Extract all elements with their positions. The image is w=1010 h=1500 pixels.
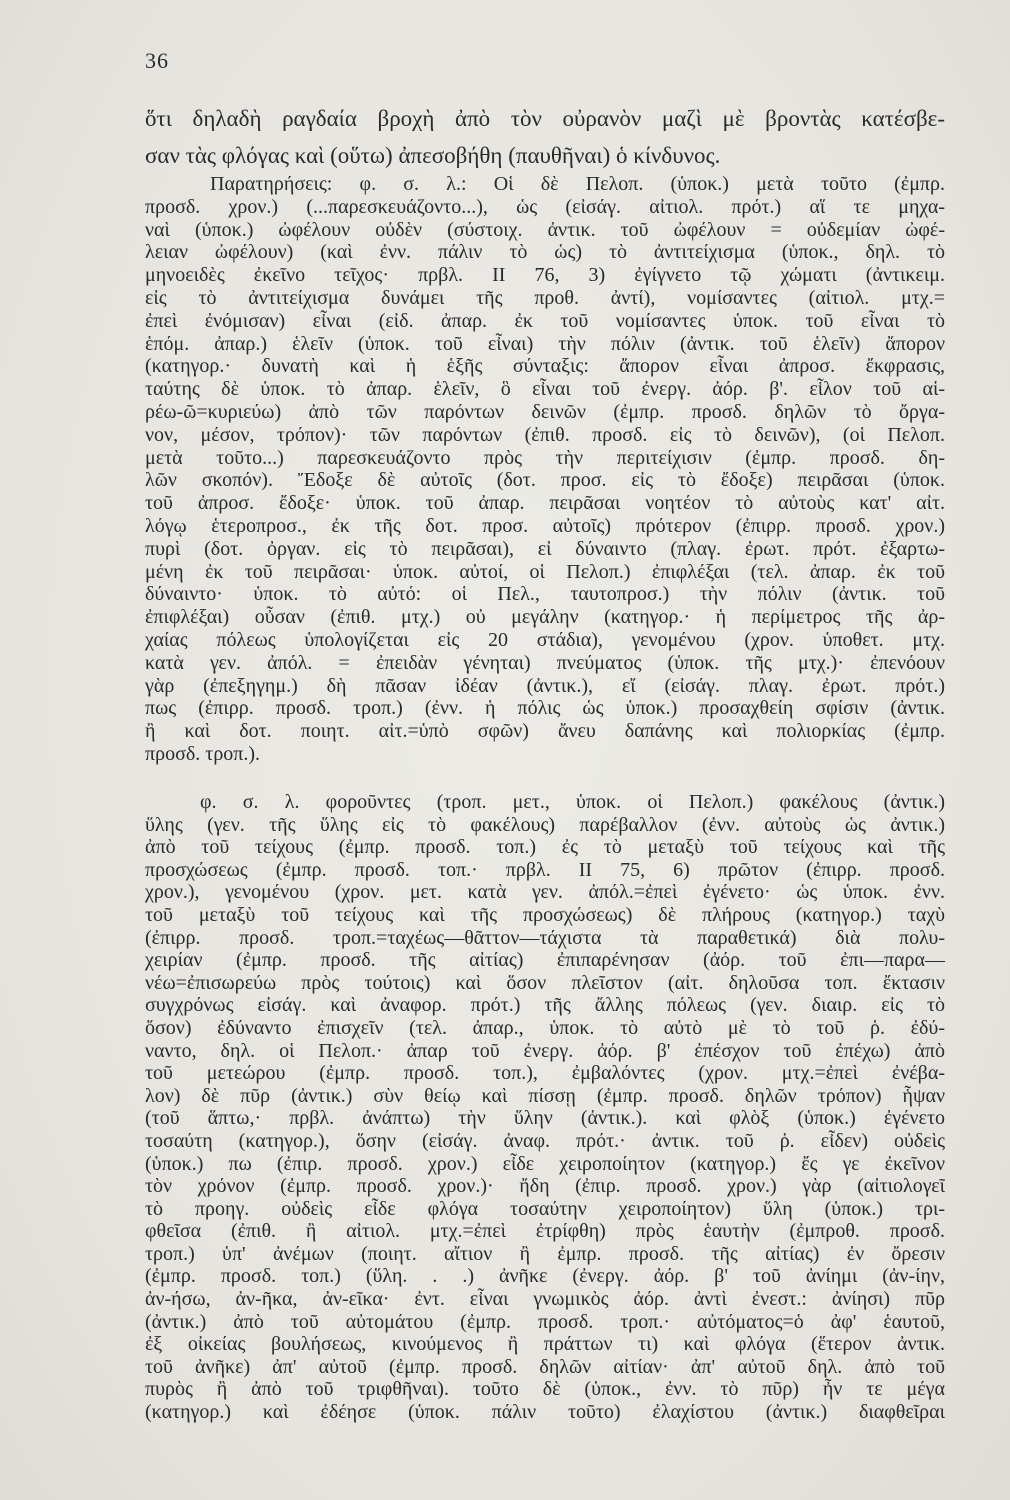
text-line: κατὰ γεν. ἀπόλ. = ἐπειδὰν γένηται) πνεύματος (ὑποκ. τῆς μτχ.)· ἐπενόουν <box>145 651 945 674</box>
text-line: τοῦ μετεώρου (ἐμπρ. προσδ. τοπ.), ἐμβαλόντες (χρον. μτχ.=ἐπεὶ ἐνέβα- <box>145 1062 945 1085</box>
text-line: (ἐπιρρ. προσδ. τροπ.=ταχέως—θᾶττον—τάχιστα τὰ παραθετικά) διὰ πολυ- <box>145 926 945 949</box>
text-line: νον, μέσον, τρόπον)· τῶν παρόντων (ἐπιθ. προσδ. εἰς τὸ δεινῶν), (οἱ Πελοπ. <box>145 423 945 446</box>
notes-heading-line: Παρατηρήσεις: φ. σ. λ.: Οἱ δὲ Πελοπ. (ὑποκ.) μετὰ τοῦτο (ἐμπρ. <box>210 173 945 195</box>
text-line: δύναιντο· ὑποκ. τὸ αὐτό: οἱ Πελ., ταυτοπροσ.) τὴν πόλιν (ἀντικ. τοῦ <box>145 583 945 606</box>
text-line: πως (ἐπιρρ. προσδ. τροπ.) (ἐνν. ἡ πόλις ὡς ὑποκ.) προσαχθείη σφίσιν (ἀντικ. <box>145 697 945 720</box>
text-line: ἐπεὶ ἐνόμισαν) εἶναι (εἰδ. ἀπαρ. ἐκ τοῦ νομίσαντες ὑποκ. τοῦ εἶναι τὸ <box>145 309 945 332</box>
text-line: μένη ἐκ τοῦ πειρᾶσαι· ὑποκ. αὐτοί, οἱ Πελοπ.) ἐπιφλέξαι (τελ. ἀπαρ. ἐκ τοῦ <box>145 560 945 583</box>
text-line: ἀπὸ τοῦ τείχους (ἐμπρ. προσδ. τοπ.) ἐς τὸ μεταξὺ τοῦ τείχους καὶ τῆς <box>145 836 945 859</box>
text-line: ταύτης δὲ ὑποκ. τὸ ἀπαρ. ἑλεῖν, ὃ εἶναι τοῦ ἐνεργ. ἀόρ. β'. εἷλον τοῦ αἱ- <box>145 378 945 401</box>
text-line: φ. σ. λ. φοροῦντες (τροπ. μετ., ὑποκ. οἱ Πελοπ.) φακέλους (ἀντικ.) <box>200 791 945 813</box>
text-line: ἀν-ήσω, ἀν-ῆκα, ἀν-εῖκα· ἐντ. εἶναι γνωμικὸς ἀόρ. ἀντὶ ἐνεστ.: ἀνίησι) πῦρ <box>145 1288 945 1311</box>
second-paragraph <box>145 791 945 1424</box>
text-line: μηνοειδὲς ἐκεῖνο τεῖχος· πρβλ. ΙΙ 76, 3) ἐγίγνετο τῷ χώματι (ἀντικειμ. <box>145 264 945 287</box>
text-line: ὅσον) ἐδύναντο ἐπισχεῖν (τελ. ἀπαρ., ὑποκ. τὸ αὐτὸ μὲ τὸ τοῦ ῥ. ἐδύ- <box>145 1016 945 1039</box>
text-line: τὸν χρόνον (ἐμπρ. προσδ. χρον.)· ἤδη (ἐπιρ. προσδ. χρον.) γὰρ (αἰτιολογεῖ <box>145 1175 945 1198</box>
text-line: τοῦ μεταξὺ τοῦ τείχους καὶ τῆς προσχώσεως) δὲ πλήρους (κατηγορ.) ταχὺ <box>145 903 945 926</box>
notes-paragraph <box>145 173 945 766</box>
text-line: ἐξ οἰκείας βουλήσεως, κινούμενος ἢ πράττων τι) καὶ φλόγα (ἕτερον ἀντικ. <box>145 1333 945 1356</box>
text-line: χαίας πόλεως ὑπολογίζεται εἰς 20 στάδια), γενομένου (χρον. ὑποθετ. μτχ. <box>145 628 945 651</box>
text-line: λῶν σκοπόν). Ἔδοξε δὲ αὐτοῖς (δοτ. προσ. εἰς τὸ ἔδοξε) πειρᾶσαι (ὑποκ. <box>145 469 945 492</box>
text-line: γὰρ (ἐπεξηγημ.) δὴ πᾶσαν ἰδέαν (ἀντικ.), εἴ (εἰσάγ. πλαγ. ἐρωτ. πρότ.) <box>145 674 945 697</box>
page-number: 36 <box>145 48 169 73</box>
text-line: προσδ. τροπ.). <box>145 742 261 765</box>
text-line: (ἀντικ.) ἀπὸ τοῦ αὐτομάτου (ἐμπρ. προσδ. τροπ.· αὐτόματος=ὁ ἀφ' ἑαυτοῦ, <box>145 1310 945 1333</box>
text-line: ρέω-ῶ=κυριεύω) ἀπὸ τῶν παρόντων δεινῶν (ἐμπρ. προσδ. δηλῶν τὸ ὄργα- <box>145 400 945 423</box>
text-line: τροπ.) ὑπ' ἀνέμων (ποιητ. αἴτιον ἢ ἐμπρ. προσδ. τῆς αἰτίας) ἐν ὄρεσιν <box>145 1242 945 1265</box>
text-line: συγχρόνως εἰσάγ. καὶ ἀναφορ. πρότ.) τῆς ἄλλης πόλεως (γεν. διαιρ. εἰς τὸ <box>145 994 945 1017</box>
text-line: μετὰ τοῦτο...) παρεσκευάζοντο πρὸς τὴν περιτείχισιν (ἐμπρ. προσδ. δη- <box>145 446 945 469</box>
text-line: πυρὶ (δοτ. ὀργαν. εἰς τὸ πειρᾶσαι), εἰ δύναιντο (πλαγ. ἐρωτ. πρότ. ἐξαρτω- <box>145 537 945 560</box>
text-line: πυρὸς ἢ ἀπὸ τοῦ τριφθῆναι). τοῦτο δὲ (ὑποκ., ἐνν. τὸ πῦρ) ἦν τε μέγα <box>145 1378 945 1401</box>
text-line: ναντο, δηλ. οἱ Πελοπ.· ἀπαρ τοῦ ἐνεργ. ἀόρ. β' ἐπέσχον τοῦ ἐπέχω) ἀπὸ <box>145 1039 945 1062</box>
text-line: λον) δὲ πῦρ (ἀντικ.) σὺν θείῳ καὶ πίσσῃ (ἐμπρ. προσδ. δηλῶν τρόπον) ἧψαν <box>145 1084 945 1107</box>
text-line: προσδ. χρον.) (...παρεσκευάζοντο...), ὡς (εἰσάγ. αἰτιολ. πρότ.) αἵ τε μηχα- <box>145 195 945 218</box>
text-line: τοῦ ἀπροσ. ἔδοξε· ὑποκ. τοῦ ἀπαρ. πειρᾶσαι νοητέον τὸ αὐτοὺς κατ' αἰτ. <box>145 492 945 515</box>
text-line: (κατηγορ.· δυνατὴ καὶ ἡ ἑξῆς σύνταξις: ἄπορον εἶναι ἀπροσ. ἔκφρασις, <box>145 355 945 378</box>
text-line: ὅτι δηλαδὴ ραγδαία βροχὴ ἀπὸ τὸν οὐρανὸν μαζὶ μὲ βροντὰς κατέσβε- <box>145 106 945 131</box>
text-line: εἰς τὸ ἀντιτείχισμα δυνάμει τῆς προθ. ἀντί), νομίσαντες (αἰτιολ. μτχ.= <box>145 286 945 309</box>
intro-paragraph <box>145 100 945 174</box>
text-line: λειαν ὠφέλουν) (καὶ ἐνν. πάλιν τὸ ὡς) τὸ ἀντιτείχισμα (ὑποκ., δηλ. τὸ <box>145 241 945 264</box>
text-line: νέω=ἐπισωρεύω πρὸς τούτοις) καὶ ὅσον πλεῖστον (αἰτ. δηλοῦσα τοπ. ἔκτασιν <box>145 971 945 994</box>
text-line: (ἐμπρ. προσδ. τοπ.) (ὕλη. . .) ἀνῆκε (ἐνεργ. ἀόρ. β' τοῦ ἀνίημι (ἀν-ίην, <box>145 1265 945 1288</box>
text-line: ναὶ (ὑποκ.) ὠφέλουν οὐδὲν (σύστοιχ. ἀντικ. τοῦ ὠφέλουν = οὐδεμίαν ὠφέ- <box>145 218 945 241</box>
text-line: ἐπιφλέξαι) οὖσαν (ἐπιθ. μτχ.) οὐ μεγάλην (κατηγορ.· ἡ περίμετρος τῆς ἀρ- <box>145 606 945 629</box>
text-line: φθεῖσα (ἐπιθ. ἢ αἰτιολ. μτχ.=ἐπεὶ ἐτρίφθη) πρὸς ἑαυτὴν (ἐμπροθ. προσδ. <box>145 1220 945 1243</box>
text-line: σαν τὰς φλόγας καὶ (οὕτω) ἀπεσοβήθη (παυθῆναι) ὁ κίνδυνος. <box>145 143 721 168</box>
text-line: τοῦ ἀνῆκε) ἀπ' αὐτοῦ (ἐμπρ. προσδ. δηλῶν αἰτίαν· ἀπ' αὐτοῦ δηλ. ἀπὸ τοῦ <box>145 1355 945 1378</box>
text-line: χρον.), γενομένου (χρον. μετ. κατὰ γεν. ἀπόλ.=ἐπεὶ ἐγένετο· ὡς ὑποκ. ἐνν. <box>145 881 945 904</box>
text-line: τὸ προηγ. οὐδεὶς εἶδε φλόγα τοσαύτην χειροποίητον) ὕλη (ὑποκ.) τρι- <box>145 1197 945 1220</box>
text-line: (τοῦ ἅπτω,· πρβλ. ἀνάπτω) τὴν ὕλην (ἀντικ.). καὶ φλὸξ (ὑποκ.) ἐγένετο <box>145 1107 945 1130</box>
text-line: (ὑποκ.) πω (ἐπιρ. προσδ. χρον.) εἶδε χειροποίητον (κατηγορ.) ἔς γε ἐκεῖνον <box>145 1152 945 1175</box>
text-line: χειρίαν (ἐμπρ. προσδ. τῆς αἰτίας) ἐπιπαρένησαν (ἀόρ. τοῦ ἐπι—παρα— <box>145 949 945 972</box>
text-line: ἑπόμ. ἀπαρ.) ἑλεῖν (ὑποκ. τοῦ εἶναι) τὴν πόλιν (ἀντικ. τοῦ ἑλεῖν) ἄπορον <box>145 332 945 355</box>
text-line: λόγῳ ἑτεροπροσ., ἐκ τῆς δοτ. προσ. αὐτοῖς) πρότερον (ἐπιρρ. προσδ. χρον.) <box>145 514 945 537</box>
text-line: προσχώσεως (ἐμπρ. προσδ. τοπ.· πρβλ. ΙΙ 75, 6) πρῶτον (ἐπιρρ. προσδ. <box>145 858 945 881</box>
text-line: ὕλης (γεν. τῆς ὕλης εἰς τὸ φακέλους) παρέβαλλον (ἐνν. αὐτοὺς ὡς ἀντικ.) <box>145 813 945 836</box>
text-line: ἢ καὶ δοτ. ποιητ. αἰτ.=ὑπὸ σφῶν) ἄνευ δαπάνης καὶ πολιορκίας (ἐμπρ. <box>145 720 945 743</box>
text-line: τοσαύτη (κατηγορ.), ὅσην (εἰσάγ. ἀναφ. πρότ.· ἀντικ. τοῦ ῥ. εἶδεν) οὐδεὶς <box>145 1129 945 1152</box>
text-line: (κατηγορ.) καὶ ἐδέησε (ὑποκ. πάλιν τοῦτο) ἐλαχίστου (ἀντικ.) διαφθεῖραι <box>145 1401 945 1424</box>
